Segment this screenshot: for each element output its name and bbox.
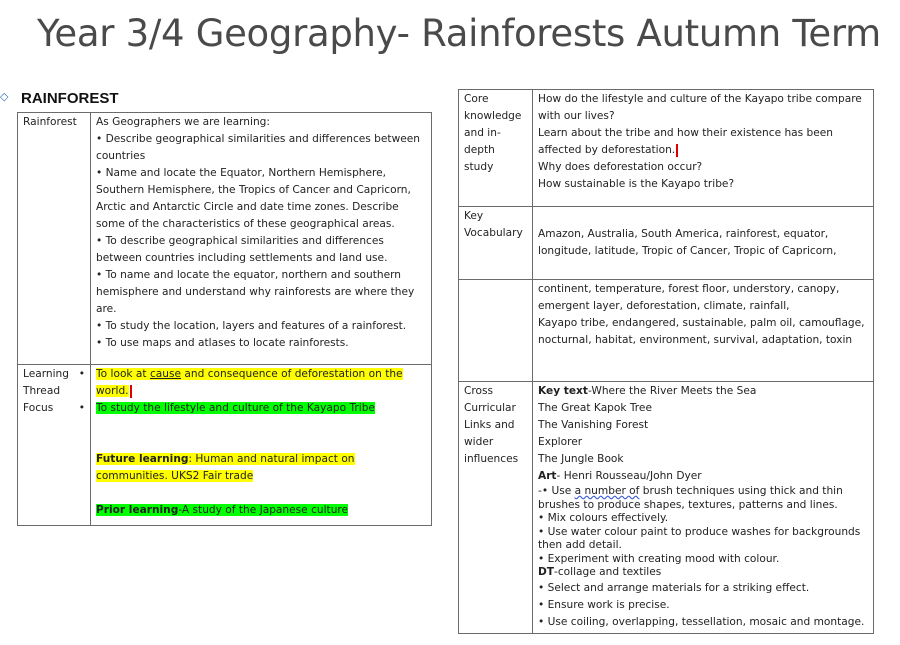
book-item: The Great Kapok Tree (538, 402, 652, 414)
bullet-item: • Describe geographical similarities and differences between countries (96, 133, 420, 162)
core-line: Learn about the tribe and how their existence has been affected by deforestation. (538, 127, 834, 156)
core-line: How sustainable is the Kayapo tribe? (538, 178, 735, 190)
rainforest-table (17, 112, 432, 526)
row-label (459, 90, 533, 207)
art-bullet: • Mix colours effectively. (538, 512, 669, 524)
vocab-line: Kayapo tribe, endangered, sustainable, palm oil, camouflage, nocturnal, habitat, environment, survival, adaptation, toxin (538, 317, 865, 346)
focus-line-1: To look at cause and consequence of deforestation on the world. (96, 368, 403, 397)
table-row (18, 113, 432, 365)
bullet-mark: • (78, 368, 85, 380)
prior-learning: Prior learning-A study of the Japanese culture (96, 504, 349, 516)
vocab-label: Key Vocabulary (464, 210, 523, 239)
row-label (459, 382, 533, 634)
row-label (18, 365, 91, 526)
dt-bullet: • Use coiling, overlapping, tessellation, mosaic and montage. (538, 615, 865, 628)
bullet-item: • To study the location, layers and features of a rainforest. (96, 320, 407, 332)
bullet-item: • Name and locate the Equator, Northern Hemisphere, Southern Hemisphere, the Tropics of Cancer and Capricorn, Arctic and Antarctic Circle and date time zones. Describe some of the characteristics of these geographical areas. (96, 167, 411, 230)
anchor-icon: ◇ (0, 90, 9, 103)
page-title: Year 3/4 Geography- Rainforests Autumn Term (37, 12, 881, 55)
core-label: Core knowledge and in-depth study (464, 93, 522, 173)
focus-line-2: To study the lifestyle and culture of the Kayapo Tribe (96, 402, 375, 414)
art-bullet: • Use water colour paint to produce washes for backgrounds then add detail. (538, 525, 861, 551)
bullet-mark: • (78, 402, 85, 414)
learning-thread-content (91, 365, 432, 526)
table-row (459, 382, 874, 634)
intro-text: As Geographers we are learning: (96, 116, 270, 128)
bullet-item: • To describe geographical similarities and differences between countries including settlements and land use. (96, 235, 388, 264)
dt-heading: DT-collage and textiles (538, 566, 662, 578)
art-bullet: • Experiment with creating mood with colour. (538, 552, 780, 565)
rainforest-content (91, 113, 432, 365)
art-heading: Art- Henri Rousseau/John Dyer (538, 470, 702, 482)
book-item: Explorer (538, 436, 583, 448)
table-row (18, 365, 432, 526)
label-line: Learning (23, 368, 69, 380)
book-item: The Vanishing Forest (538, 419, 649, 431)
table-row (459, 280, 874, 382)
label-line: Thread (23, 385, 61, 397)
core-line: Why does deforestation occur? (538, 161, 703, 173)
vocab-line: continent, temperature, forest floor, understory, canopy, emergent layer, deforestation, climate, rainfall, (538, 283, 840, 312)
core-content (533, 90, 874, 207)
text-cursor (676, 144, 678, 157)
text-cursor (130, 385, 132, 398)
section-heading: RAINFOREST (21, 90, 119, 107)
bullet-item: • To name and locate the equator, northern and southern hemisphere and understand why rainforests are where they are. (96, 269, 415, 315)
key-text: Key text-Where the River Meets the Sea (538, 385, 757, 397)
cross-label: Cross Curricular Links and wider influences (464, 385, 519, 465)
dt-bullet: • Ensure work is precise. (538, 598, 670, 611)
row-label (459, 207, 533, 280)
core-line: How do the lifestyle and culture of the Kayapo tribe compare with our lives? (538, 93, 862, 122)
book-item: The Jungle Book (538, 453, 624, 465)
row-label (18, 113, 91, 365)
details-table (458, 89, 874, 634)
rainforest-label: Rainforest (23, 116, 77, 128)
vocab-content (533, 207, 874, 280)
row-label (459, 280, 533, 382)
label-line: Focus (23, 402, 54, 414)
art-line: -• Use a number of brush techniques using thick and thin brushes to produce shapes, textures, patterns and lines. (538, 485, 843, 511)
dt-bullet: • Select and arrange materials for a striking effect. (538, 581, 810, 594)
table-row (459, 90, 874, 207)
bullet-item: • To use maps and atlases to locate rainforests. (96, 337, 349, 349)
cross-content (533, 382, 874, 634)
vocab-content-2 (533, 280, 874, 382)
vocab-line: Amazon, Australia, South America, rainforest, equator, longitude, latitude, Tropic of Cancer, Tropic of Capricorn, (538, 227, 837, 257)
table-row (459, 207, 874, 280)
future-learning: Future learning: Human and natural impact on communities. UKS2 Fair trade (96, 453, 355, 482)
